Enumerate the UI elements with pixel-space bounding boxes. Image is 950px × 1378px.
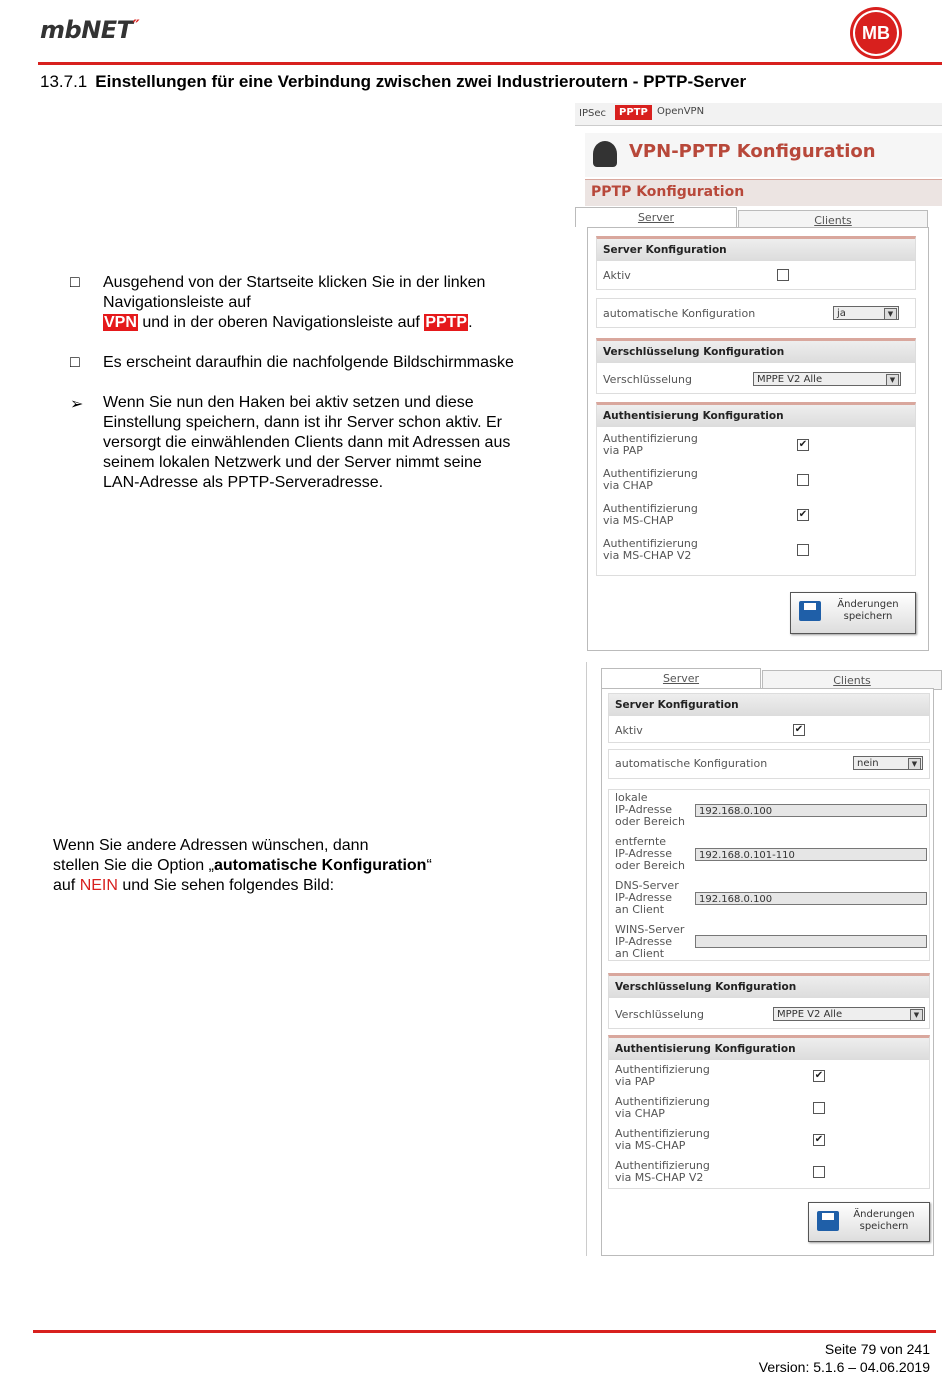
server-section: Server Konfiguration Aktiv bbox=[596, 236, 916, 290]
auth-pap-checkbox[interactable]: ✔ bbox=[814, 1070, 824, 1081]
tab-server[interactable]: Server bbox=[575, 207, 737, 227]
section-number: 13.7.1 bbox=[40, 72, 88, 91]
auth-chap-checkbox[interactable] bbox=[813, 1102, 825, 1114]
pptp-highlight: PPTP bbox=[425, 314, 468, 331]
helmet-icon bbox=[593, 141, 617, 167]
vpn-highlight: VPN bbox=[104, 314, 137, 331]
auth-mschapv2-checkbox[interactable] bbox=[813, 1166, 825, 1178]
auto-config-select[interactable]: ja ▼ bbox=[833, 306, 899, 320]
screenshot-pptp-config-ja bbox=[575, 103, 942, 660]
aktiv-checkbox[interactable] bbox=[777, 269, 789, 281]
local-ip-label: lokale IP-Adresse oder Bereich bbox=[615, 791, 685, 828]
auto-config-row bbox=[596, 298, 916, 328]
encryption-section: Verschlüsselung Konfiguration Verschlüsselung MPPE V2 Alle ▼ bbox=[596, 338, 916, 394]
aktiv-label: Aktiv bbox=[603, 269, 631, 282]
bullet-2-text: Es erscheint daraufhin die nachfolgende Bildschirmmaske bbox=[103, 354, 514, 371]
page-title: VPN-PPTP Konfiguration bbox=[629, 141, 876, 162]
section-title: Einstellungen für eine Verbindung zwischen zwei Industrieroutern - PPTP-Server bbox=[95, 72, 747, 91]
auth-mschap-checkbox[interactable]: ✔ bbox=[798, 509, 808, 520]
mb-logo-badge: MB bbox=[853, 10, 899, 56]
local-ip-input[interactable]: 192.168.0.100 bbox=[695, 804, 927, 817]
auth-chap-label: Authentifizierung via CHAP bbox=[603, 467, 698, 492]
arrow-bullet-marker: ➢ bbox=[70, 396, 84, 413]
tab-ipsec[interactable]: IPSec bbox=[579, 108, 606, 119]
tab-openvpn[interactable]: OpenVPN bbox=[657, 106, 705, 117]
server-panel bbox=[601, 688, 934, 1256]
aktiv-label: Aktiv bbox=[615, 724, 643, 737]
auth-section: Authentisierung Konfiguration Authentifizierung via PAP ✔ Authentifizierung via CHAP Authentifizierung via MS-CHAP ✔ Authentifizierung via MS-CHAP V2 bbox=[608, 1035, 930, 1189]
paragraph-nein: Wenn Sie andere Adressen wünschen, dann stellen Sie die Option „automatische Konfiguration“ auf NEIN und Sie sehen folgendes Bild: bbox=[53, 837, 432, 894]
encryption-section: Verschlüsselung Konfiguration Verschlüsselung MPPE V2 Alle ▼ bbox=[608, 973, 930, 1029]
bullet-marker: □ bbox=[70, 354, 80, 371]
save-disk-icon bbox=[799, 601, 821, 621]
save-button[interactable]: Änderungen speichern bbox=[790, 592, 916, 634]
aktiv-checkbox[interactable]: ✔ bbox=[794, 724, 804, 735]
header-divider bbox=[38, 62, 942, 65]
page-number: Seite 79 von 241 bbox=[824, 1341, 930, 1357]
tab-pptp[interactable]: PPTP bbox=[615, 105, 652, 120]
auth-pap-label: Authentifizierung via PAP bbox=[603, 432, 698, 457]
encryption-label: Verschlüsselung bbox=[603, 373, 692, 386]
dns-server-input[interactable]: 192.168.0.100 bbox=[695, 892, 927, 905]
tab-clients[interactable]: Clients bbox=[762, 670, 942, 690]
server-panel bbox=[587, 227, 929, 651]
dropdown-arrow-icon: ▼ bbox=[910, 1009, 923, 1021]
tab-clients[interactable]: Clients bbox=[738, 210, 928, 230]
wins-server-input[interactable] bbox=[695, 935, 927, 948]
address-section bbox=[608, 789, 930, 961]
section-heading bbox=[40, 72, 746, 92]
bullet-3-text: Wenn Sie nun den Haken bei aktiv setzen und diese Einstellung speichern, dann ist ihr Server schon aktiv. Er versorgt die einwählenden Clients dann mit Adressen aus seinem lokalen Netzwerk und der Server nimmt seine LAN-Adresse als PPTP-Serveradresse. bbox=[103, 394, 511, 491]
dropdown-arrow-icon: ▼ bbox=[884, 308, 897, 320]
footer-divider bbox=[33, 1330, 936, 1333]
bullet-1-text: Ausgehend von der Startseite klicken Sie in der linken Navigationsleiste auf VPN und in der oberen Navigationsleiste auf PPTP. bbox=[103, 274, 486, 331]
auth-pap-label: Authentifizierung via PAP bbox=[615, 1063, 710, 1088]
auth-chap-label: Authentifizierung via CHAP bbox=[615, 1095, 710, 1120]
version-info: Version: 5.1.6 – 04.06.2019 bbox=[758, 1359, 930, 1375]
auth-mschap-label: Authentifizierung via MS-CHAP bbox=[603, 502, 698, 527]
auth-mschap-label: Authentifizierung via MS-CHAP bbox=[615, 1127, 710, 1152]
auto-config-label: automatische Konfiguration bbox=[603, 307, 756, 320]
bullet-marker: □ bbox=[70, 274, 80, 291]
remote-ip-input[interactable]: 192.168.0.101-110 bbox=[695, 848, 927, 861]
screenshot-pptp-config-nein bbox=[586, 662, 943, 1256]
auth-mschap-checkbox[interactable]: ✔ bbox=[814, 1134, 824, 1145]
wins-server-label: WINS-Server IP-Adresse an Client bbox=[615, 923, 685, 960]
auto-config-select[interactable]: nein ▼ bbox=[853, 756, 923, 770]
title-bar bbox=[585, 133, 942, 177]
vpn-tab-bar bbox=[575, 103, 942, 126]
dns-server-label: DNS-Server IP-Adresse an Client bbox=[615, 879, 679, 916]
auth-mschapv2-label: Authentifizierung via MS-CHAP V2 bbox=[615, 1159, 710, 1184]
tab-server[interactable]: Server bbox=[601, 668, 761, 688]
server-section: Server Konfiguration Aktiv ✔ bbox=[608, 693, 930, 743]
auth-chap-checkbox[interactable] bbox=[797, 474, 809, 486]
auto-config-label: automatische Konfiguration bbox=[615, 757, 768, 770]
encryption-select[interactable]: MPPE V2 Alle ▼ bbox=[773, 1007, 925, 1021]
auto-config-row bbox=[608, 749, 930, 779]
encryption-select[interactable]: MPPE V2 Alle ▼ bbox=[753, 372, 901, 386]
save-disk-icon bbox=[817, 1211, 839, 1231]
subtitle: PPTP Konfiguration bbox=[591, 184, 745, 200]
auth-pap-checkbox[interactable]: ✔ bbox=[798, 439, 808, 450]
dropdown-arrow-icon: ▼ bbox=[886, 374, 899, 386]
mbnet-logo: mbNET″ bbox=[40, 16, 140, 44]
save-button[interactable]: Änderungen speichern bbox=[808, 1202, 930, 1242]
subtitle-bar bbox=[585, 179, 942, 206]
remote-ip-label: entfernte IP-Adresse oder Bereich bbox=[615, 835, 685, 872]
auth-mschapv2-label: Authentifizierung via MS-CHAP V2 bbox=[603, 537, 698, 562]
auth-section: Authentisierung Konfiguration Authentifizierung via PAP ✔ Authentifizierung via CHAP Authentifizierung via MS-CHAP ✔ Authentifizierung via MS-CHAP V2 bbox=[596, 402, 916, 576]
auth-mschapv2-checkbox[interactable] bbox=[797, 544, 809, 556]
encryption-label: Verschlüsselung bbox=[615, 1008, 704, 1021]
dropdown-arrow-icon: ▼ bbox=[908, 758, 921, 770]
